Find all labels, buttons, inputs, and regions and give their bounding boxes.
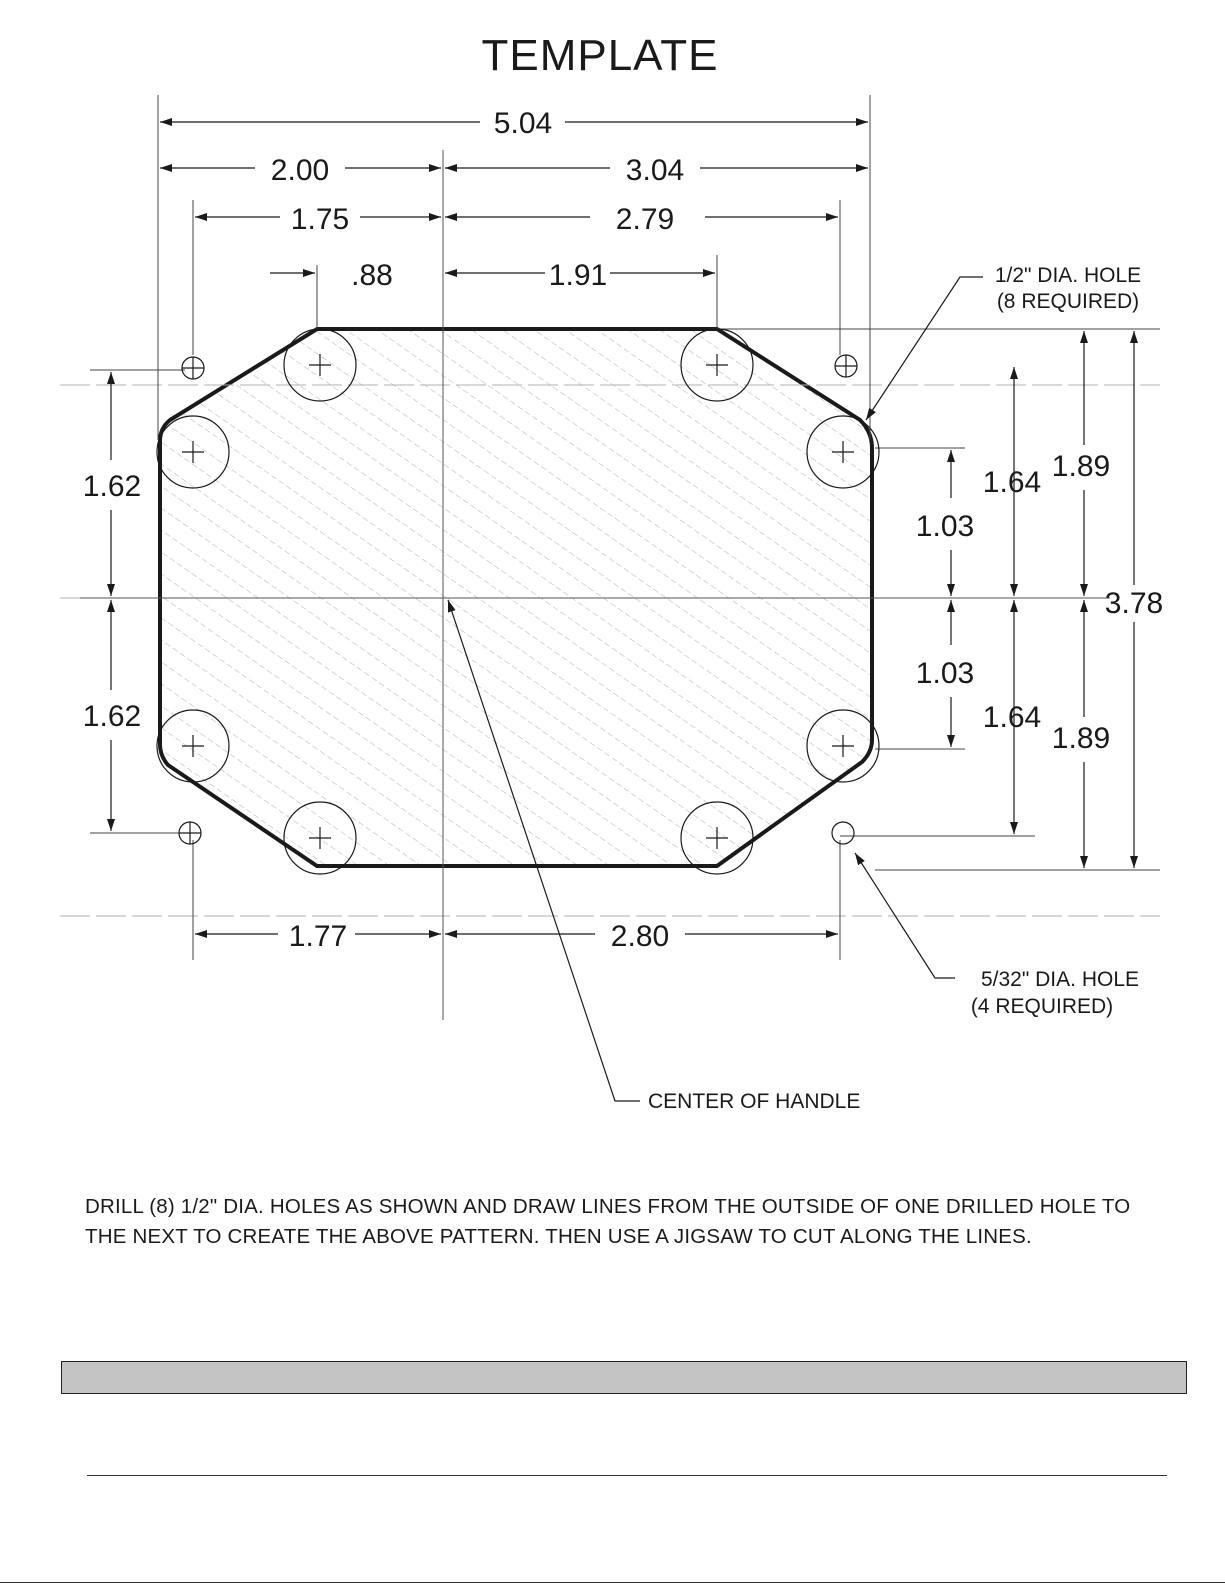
dim-left-to-center: 2.00 bbox=[270, 154, 330, 187]
dim-right-1-03-upper: 1.03 bbox=[915, 510, 975, 543]
gray-banner bbox=[61, 1361, 1187, 1394]
small-hole bbox=[182, 357, 204, 379]
dim-right-1-89-upper: 1.89 bbox=[1051, 450, 1111, 483]
dim-bottom-right: 2.80 bbox=[610, 920, 670, 953]
small-hole bbox=[179, 822, 201, 844]
dim-bottom-left: 1.77 bbox=[288, 920, 348, 953]
dim-top-hole-right: 2.79 bbox=[615, 203, 675, 236]
dim-right-1-64-lower: 1.64 bbox=[982, 701, 1042, 734]
center-of-handle-callout: CENTER OF HANDLE bbox=[648, 1090, 861, 1113]
small-hole bbox=[832, 822, 854, 844]
dim-overall-width: 5.04 bbox=[493, 107, 553, 140]
dim-inner-hole-left: .88 bbox=[351, 259, 393, 292]
dim-left-lower: 1.62 bbox=[82, 700, 142, 733]
drawing-title: TEMPLATE bbox=[481, 31, 719, 80]
dim-overall-height: 3.78 bbox=[1104, 587, 1164, 620]
dim-right-1-89-lower: 1.89 bbox=[1051, 722, 1111, 755]
bottom-rule bbox=[0, 1582, 1225, 1583]
dim-right-1-64-upper: 1.64 bbox=[982, 466, 1042, 499]
instructions-text: DRILL (8) 1/2" DIA. HOLES AS SHOWN AND DRAW LINES FROM THE OUTSIDE OF ONE DRILLED HOLE TO THE NEXT TO CREATE THE ABOVE PATTERN. THEN USE A JIGSAW TO CUT ALONG THE LINES. bbox=[85, 1195, 1131, 1248]
small-hole-callout-line1: 5/32" DIA. HOLE bbox=[980, 968, 1140, 991]
dim-left-upper: 1.62 bbox=[82, 470, 142, 503]
footer-rule bbox=[87, 1475, 1167, 1476]
dim-right-1-03-lower: 1.03 bbox=[915, 657, 975, 690]
large-hole-callout-line2: (8 REQUIRED) bbox=[996, 290, 1140, 313]
dim-inner-hole-right: 1.91 bbox=[548, 259, 608, 292]
dim-top-hole-left: 1.75 bbox=[290, 203, 350, 236]
small-hole bbox=[835, 355, 857, 377]
large-hole-callout-line1: 1/2" DIA. HOLE bbox=[994, 264, 1142, 287]
dim-center-to-right: 3.04 bbox=[625, 154, 685, 187]
small-hole-callout-line2: (4 REQUIRED) bbox=[970, 995, 1114, 1018]
